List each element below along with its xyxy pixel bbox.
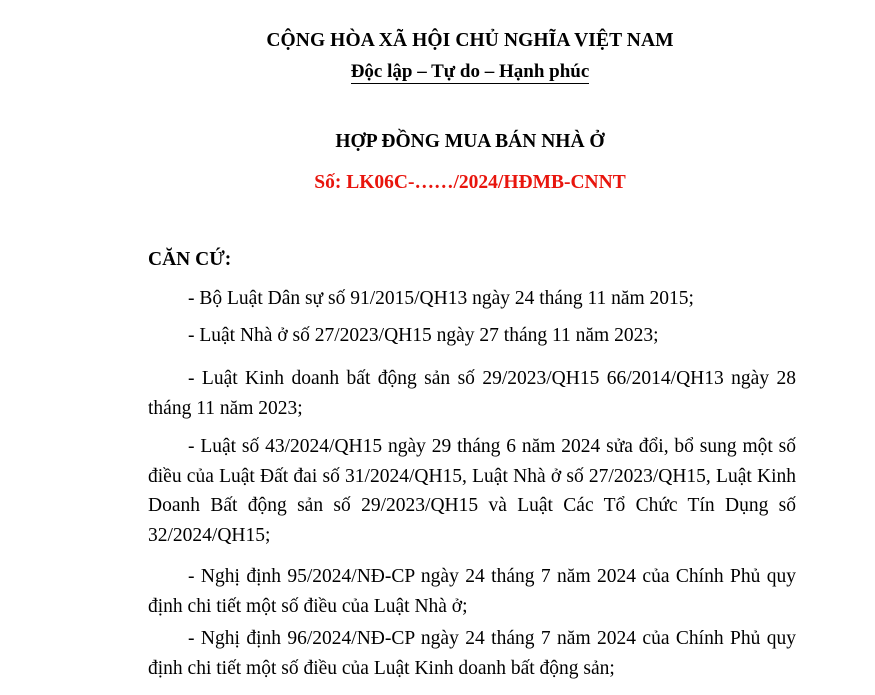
contract-title: HỢP ĐỒNG MUA BÁN NHÀ Ở [335,131,605,152]
motto-text: Độc lập – Tự do – Hạnh phúc [350,61,590,82]
legal-basis-item: - Luật Nhà ở số 27/2023/QH15 ngày 27 tháng 11 năm 2023; [188,325,659,346]
legal-basis-item: - Nghị định 95/2024/NĐ-CP ngày 24 tháng 7 năm 2024 của Chính Phủ quy định chi tiết một số điều của Luật Nhà ở; [148,566,796,617]
legal-basis-item: - Nghị định 96/2024/NĐ-CP ngày 24 tháng 7 năm 2024 của Chính Phủ quy định chi tiết một số điều của Luật Kinh doanh bất động sản; [148,628,796,679]
contract-number: Số: LK06C-……/2024/HĐMB-CNNT [314,172,626,193]
basis-heading: CĂN CỨ: [148,249,232,270]
national-title: CỘNG HÒA XÃ HỘI CHỦ NGHĨA VIỆT NAM [266,30,674,51]
legal-basis-item: - Luật số 43/2024/QH15 ngày 29 tháng 6 năm 2024 sửa đổi, bổ sung một số điều của Luật Đất đai số 31/2024/QH15, Luật Nhà ở số 27/2023/QH15, Luật Kinh Doanh Bất động sản số 29/2023/QH15 và Luật Các Tổ Chức Tín Dụng số 32/2024/QH15; [148,436,796,546]
legal-basis-item: - Bộ Luật Dân sự số 91/2015/QH13 ngày 24 tháng 11 năm 2015; [188,288,694,309]
legal-basis-item: - Luật Kinh doanh bất động sản số 29/2023/QH15 66/2014/QH13 ngày 28 tháng 11 năm 2023; [148,368,796,419]
national-motto [0,61,875,83]
